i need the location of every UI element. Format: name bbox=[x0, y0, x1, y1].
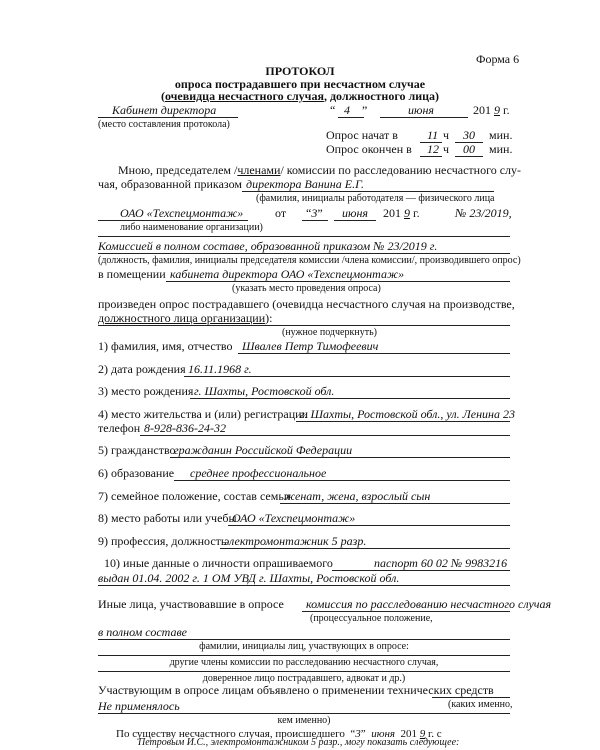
citizenship-value: гражданин Российской Федерации bbox=[174, 443, 353, 457]
pob-value: г. Шахты, Ростовской обл. bbox=[194, 384, 335, 398]
family-value: женат, жена, взрослый сын bbox=[284, 489, 431, 503]
merits-value: Петровым И.С., электромонтажником 5 разр., могу показать следующее: bbox=[138, 737, 460, 748]
work-value: ОАО «Техспецмонтаж» bbox=[232, 511, 356, 525]
org-value: ОАО «Техспецмонтаж» bbox=[120, 206, 244, 220]
order-number: № 23/2019, bbox=[455, 206, 512, 220]
place-value: Кабинет директора bbox=[112, 103, 217, 117]
start-label: Опрос начат в bbox=[326, 128, 398, 142]
merits-line: По существу несчастного случая, происшедшего “3” июня 201 9 г. с bbox=[116, 728, 442, 740]
underlined-witness: очевидца несчастного случая bbox=[164, 89, 324, 103]
place-year: 201 9 г. bbox=[473, 103, 510, 117]
issued-value: выдан 01.04. 2002 г. 1 ОМ УВД г. Шахты, Ростовской обл. bbox=[98, 571, 400, 585]
end-hour: 12 bbox=[427, 142, 439, 156]
intro-line2: чая, образованной приказом bbox=[98, 177, 242, 191]
order-by: директора Ванина Е.Г. bbox=[246, 177, 365, 191]
place-line bbox=[98, 117, 238, 118]
document-subtitle: опроса пострадавшего при несчастном случае bbox=[174, 77, 426, 91]
conducted-caption: (нужное подчеркнуть) bbox=[282, 327, 377, 338]
end-minute: 00 bbox=[463, 142, 475, 156]
start-hour: 11 bbox=[427, 128, 439, 142]
intro-line1: Мною, председателем /членами/ комиссии по расследованию несчастного слу- bbox=[118, 163, 522, 177]
profession-value: электромонтажник 5 разр. bbox=[224, 534, 367, 548]
document-subtitle-2: (очевидца несчастного случая, должностного лица) bbox=[160, 89, 440, 103]
place-month: июня bbox=[408, 103, 434, 117]
passport-value: паспорт 60 02 № 9983216 bbox=[374, 556, 508, 570]
employer-caption: (фамилия, инициалы работодателя — физического лица bbox=[256, 193, 495, 204]
commission-caption: (должность, фамилия, инициалы председателя комиссии /члена комиссии/, производившего опрос) bbox=[98, 255, 521, 266]
room-value: кабинета директора ОАО «Техспецмонтаж» bbox=[170, 267, 405, 281]
phone-value: 8-928-836-24-32 bbox=[144, 421, 226, 435]
conducted-line1: произведен опрос пострадавшего (очевидца несчастного случая на производстве, bbox=[98, 297, 515, 311]
document-title: ПРОТОКОЛ bbox=[265, 64, 335, 78]
room-caption: (указать место проведения опроса) bbox=[232, 283, 381, 294]
org-caption: либо наименование организации) bbox=[120, 222, 263, 233]
commission-value: Комиссией в полном составе, образованной приказом № 23/2019 г. bbox=[98, 239, 438, 253]
form-number: Форма 6 bbox=[476, 52, 520, 66]
end-label: Опрос окончен в bbox=[326, 142, 412, 156]
name-value: Швалев Петр Тимофеевич bbox=[242, 339, 379, 353]
education-value: среднее профессиональное bbox=[190, 466, 327, 480]
tech-value: Не применялось bbox=[98, 699, 180, 713]
conducted-line2: должностного лица организации): bbox=[98, 311, 273, 325]
place-day: 4 bbox=[344, 103, 350, 117]
participants-value-2: в полном составе bbox=[98, 625, 187, 639]
residence-value: г. Шахты, Ростовской обл., ул. Ленина 23 bbox=[300, 407, 515, 421]
participants-value: комиссия по расследованию несчастного случая bbox=[306, 597, 552, 611]
start-minute: 30 bbox=[463, 128, 475, 142]
tech-line: Участвующим в опросе лицам объявлено о применении технических средств bbox=[98, 683, 494, 697]
dob-value: 16.11.1968 г. bbox=[188, 362, 252, 376]
place-caption: (место составления протокола) bbox=[98, 119, 230, 130]
